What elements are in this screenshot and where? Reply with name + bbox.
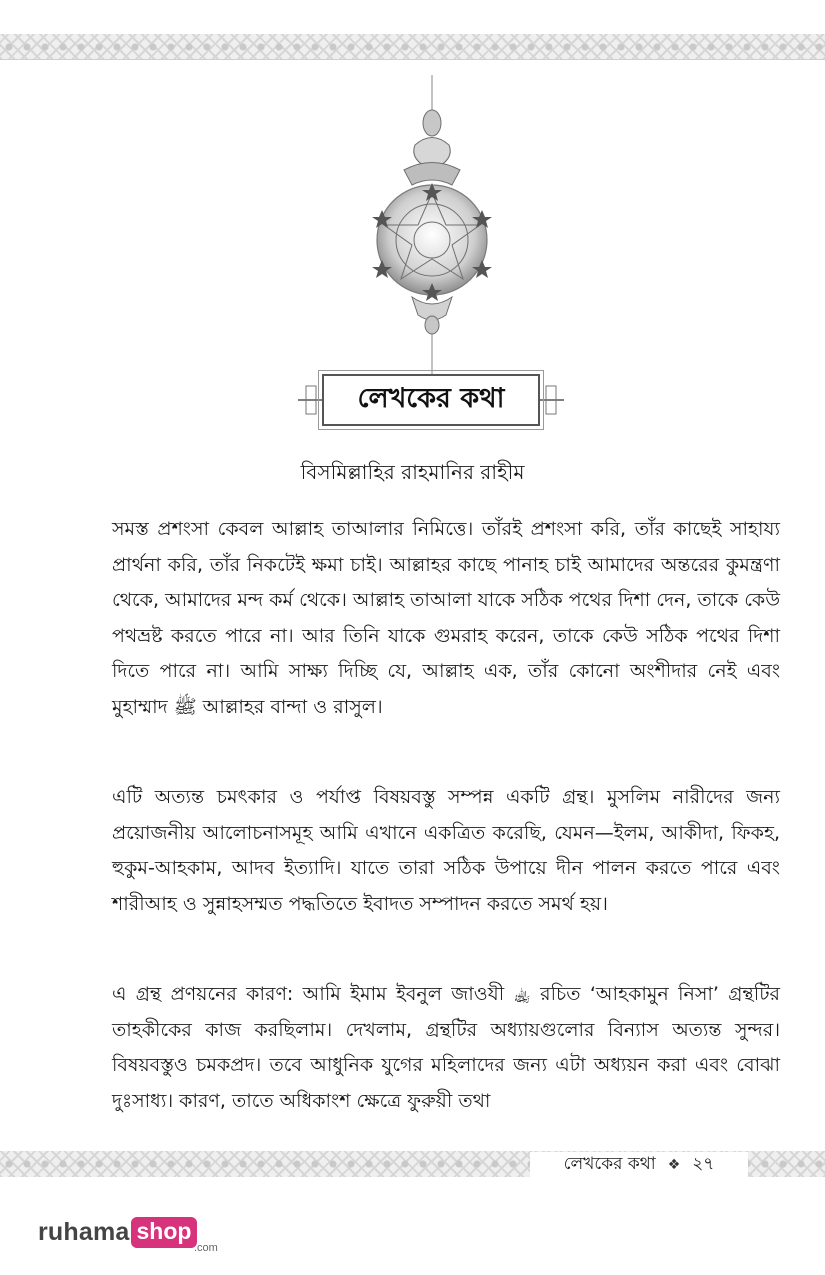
footer-ornament-icon: ❖ bbox=[667, 1157, 681, 1173]
body-paragraph-2: এটি অত্যন্ত চমৎকার ও পর্যাপ্ত বিষয়বস্তু সম্পন্ন একটি গ্রন্থ। মুসলিম নারীদের জন্য প্রয়োজনীয় আলোচনাসমূহ আমি এখানে একত্রিত করেছি, যেমন—ইলম, আকীদা, ফিকহ, হুকুম-আহকাম, আদব ইত্যাদি। যাতে তারা সঠিক উপায়ে দীন পালন করতে পারে এবং শারীআহ ও সুন্নাহসম্মত পদ্ধতিতে ইবাদত সম্পাদন করতে সমর্থ হয়। bbox=[112, 786, 780, 915]
body-paragraph-1: সমস্ত প্রশংসা কেবল আল্লাহ তাআলার নিমিত্তে। তাঁরই প্রশংসা করি, তাঁর কাছেই সাহায্য প্রার্থনা করি, তাঁর নিকটেই ক্ষমা চাই। আল্লাহর কাছে পানাহ চাই আমাদের অন্তরের কুমন্ত্রণা থেকে, আমাদের মন্দ কর্ম থেকে। আল্লাহ তাআলা যাকে সঠিক পথের দিশা দেন, তাকে কেউ পথভ্রষ্ট করতে পারে না। আর তিনি যাকে গুমরাহ করেন, তাকে কেউ সঠিক পথের দিশা দিতে পারে না। আমি সাক্ষ্য দিচ্ছি যে, আল্লাহ এক, তাঁর কোনো অংশীদার নেই এবং মুহাম্মাদ ﷺ আল্লাহর বান্দা ও রাসুল। bbox=[112, 518, 780, 718]
brand-name-part2: shop bbox=[131, 1217, 198, 1248]
page-footer bbox=[530, 1152, 748, 1178]
brand-suffix: .com bbox=[194, 1242, 218, 1254]
page-title: লেখকের কথা bbox=[357, 382, 505, 414]
top-border-pattern bbox=[0, 34, 825, 60]
brand-watermark bbox=[38, 1212, 218, 1254]
brand-name-part1: ruhama bbox=[38, 1217, 130, 1246]
bismillah-line: বিসমিল্লাহির রাহমানির রাহীম bbox=[300, 460, 525, 484]
page-number: ২৭ bbox=[692, 1154, 715, 1174]
chapter-title-frame bbox=[298, 372, 564, 428]
title-box bbox=[322, 374, 540, 426]
body-paragraph-3: এ গ্রন্থ প্রণয়নের কারণ: আমি ইমাম ইবনুল জাওযী ﵀ রচিত ‘আহকামুন নিসা’ গ্রন্থটির তাহকীকের কাজ করছিলাম। দেখলাম, গ্রন্থটির অধ্যায়গুলোর বিন্যাস অত্যন্ত সুন্দর। বিষয়বস্তুও চমকপ্রদ। তবে আধুনিক যুগের মহিলাদের জন্য এটা অধ্যয়ন করা এবং বোঝা দুঃসাধ্য। কারণ, তাতে অধিকাংশ ক্ষেত্রে ফুরুয়ী তথা bbox=[112, 983, 780, 1112]
hanging-ornament-icon bbox=[0, 75, 825, 375]
footer-section-title: লেখকের কথা bbox=[563, 1154, 656, 1174]
